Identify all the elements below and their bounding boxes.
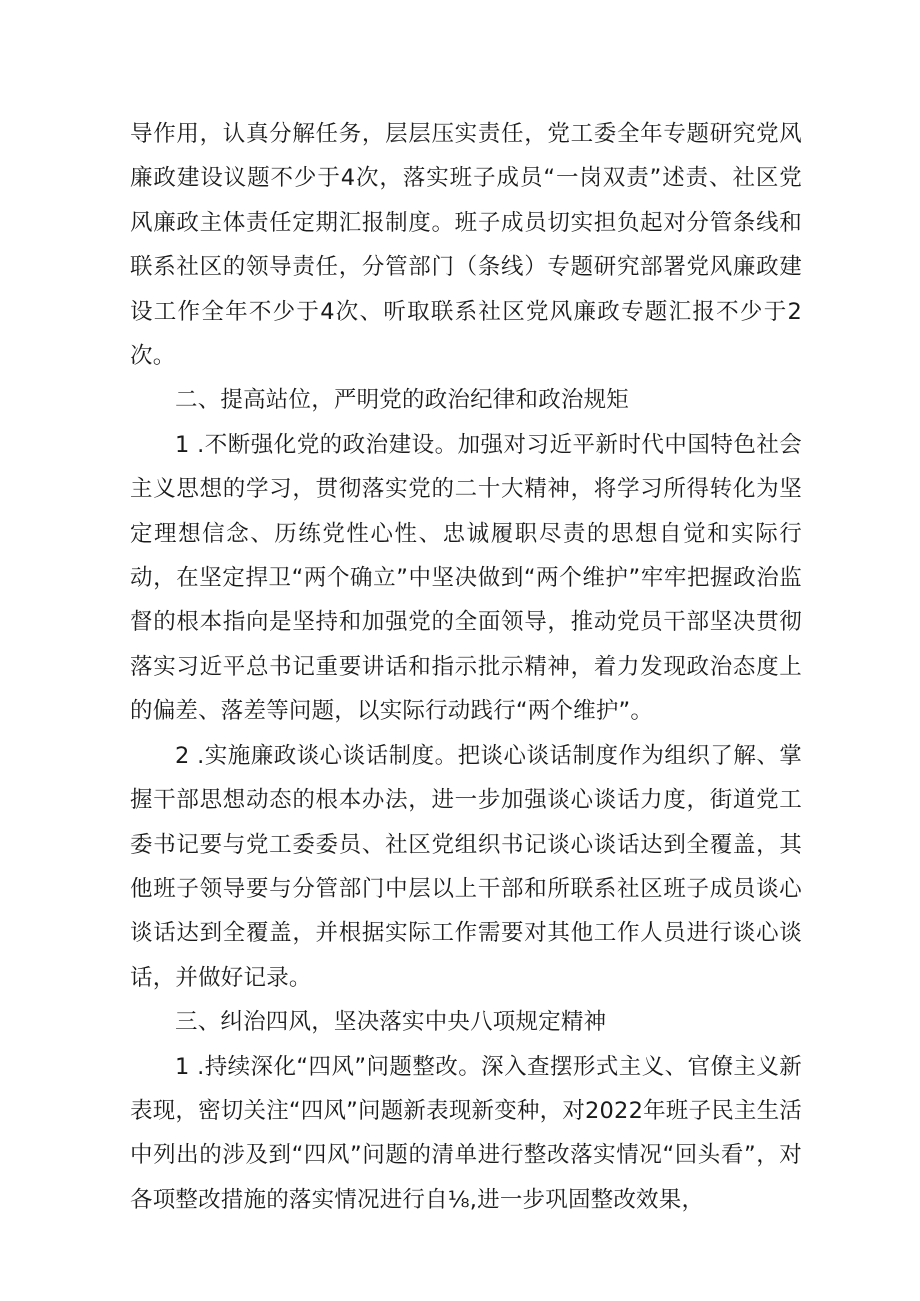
paragraph-item-3-1: 1 .持续深化“四风”问题整改。深入查摆形式主义、官僚主义新表现，密切关注“四风”问题新表现新变种，对2022年班子民主生活中列出的涉及到“四风”问题的清单进行整改落实情况“回头看”，对各项整改措施的落实情况进行自⅛,进一步巩固整改效果， (130, 1053, 802, 1213)
paragraph-item-2-1: 1 .不断强化党的政治建设。加强对习近平新时代中国特色社会主义思想的学习，贯彻落实党的二十大精神，将学习所得转化为坚定理想信念、历练党性心性、忠诚履职尽责的思想自觉和实际行动，在坚定捍卫“两个确立”中坚决做到“两个维护”牢牢把握政治监督的根本指向是坚持和加强党的全面领导，推动党员干部坚决贯彻落实习近平总书记重要讲话和指示批示精神，着力发现政治态度上的偏差、落差等问题，以实际行动践行“两个维护”。 (130, 431, 802, 725)
paragraph-continuation: 导作用，认真分解任务，层层压实责任，党工委全年专题研究党风廉政建设议题不少于4次，落实班子成员“一岗双责”述责、社区党风廉政主体责任定期汇报制度。班子成员切实担负起对分管条线和联系社区的领导责任，分管部门（条线）专题研究部署党风廉政建设工作全年不少于4次、听取联系社区党风廉政专题汇报不少于2次。 (130, 121, 802, 370)
section-heading-2: 二、提高站位，严明党的政治纪律和政治规矩 (175, 387, 630, 414)
document-body (130, 112, 802, 1222)
section-heading-3: 三、纠治四风，坚决落实中央八项规定精神 (175, 1009, 607, 1036)
paragraph-item-2-2: 2 .实施廉政谈心谈话制度。把谈心谈话制度作为组织了解、掌握干部思想动态的根本办法，进一步加强谈心谈话力度，街道党工委书记要与党工委委员、社区党组织书记谈心谈话达到全覆盖，其他班子领导要与分管部门中层以上干部和所联系社区班子成员谈心谈话达到全覆盖，并根据实际工作需要对其他工作人员进行谈心谈话，并做好记录。 (130, 742, 802, 991)
